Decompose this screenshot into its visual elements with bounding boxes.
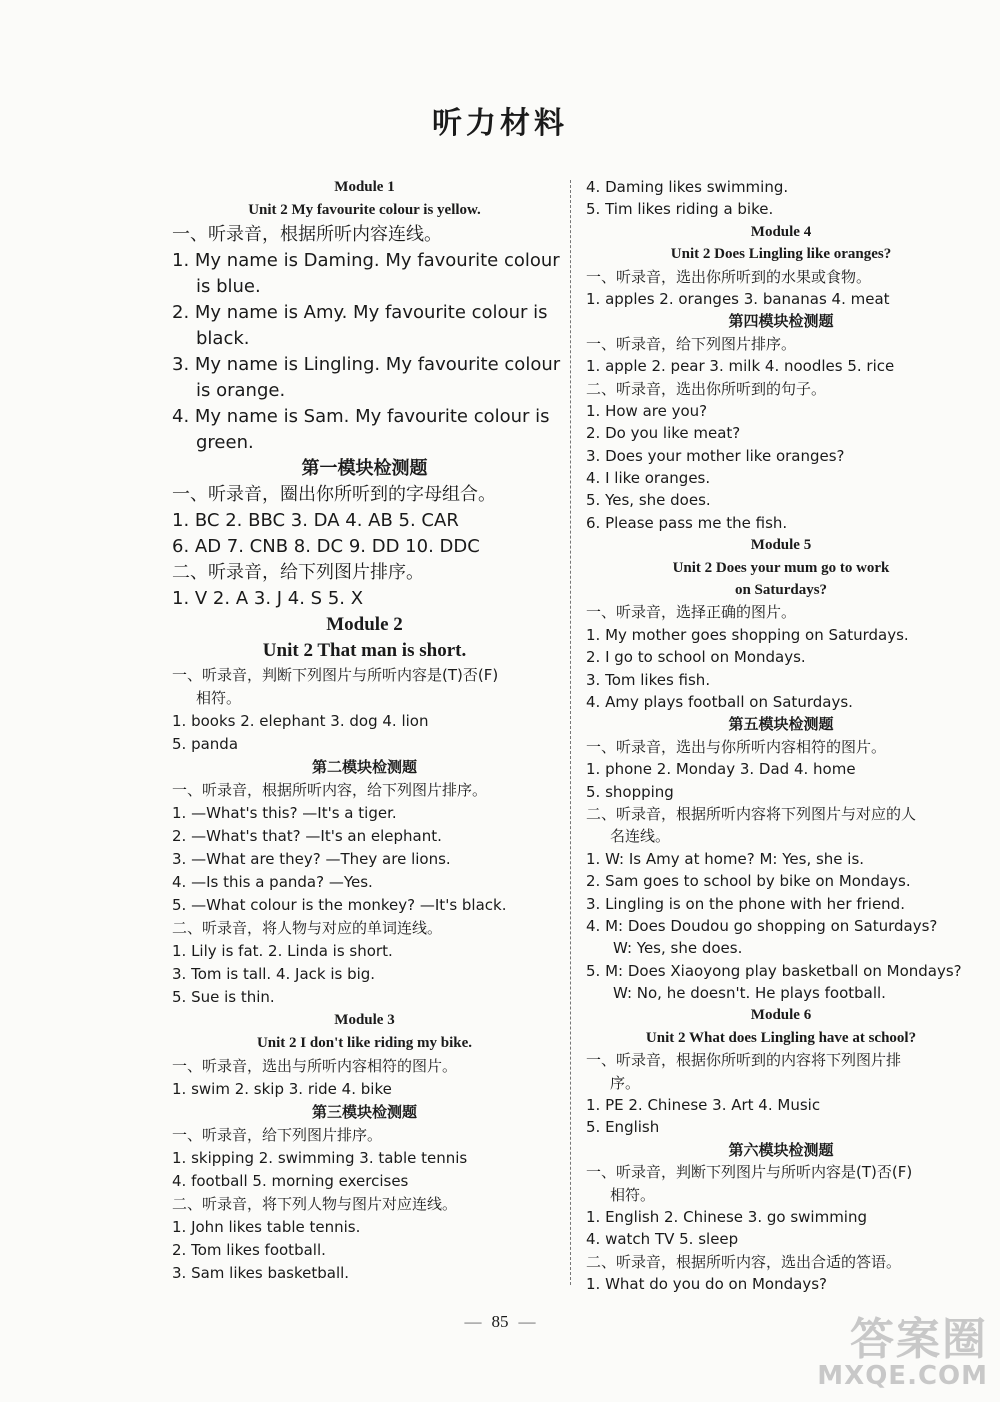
text-line: 4. Amy plays football on Saturdays. [586, 692, 853, 711]
text-line: 1. Lily is fat. 2. Linda is short. [172, 942, 393, 960]
text-line: 5. shopping [586, 782, 674, 801]
text-line: 1. swim 2. skip 3. ride 4. bike [172, 1080, 392, 1098]
text-line: 2. Tom likes football. [172, 1241, 326, 1259]
section-heading: Module 5 [750, 537, 812, 554]
text-line: black. [196, 328, 250, 349]
text-line: 1. English 2. Chinese 3. go swimming [586, 1207, 868, 1226]
left-column [172, 176, 561, 1285]
page-number: — 85 — [464, 1312, 536, 1331]
text-line: 2. I go to school on Mondays. [586, 648, 806, 667]
text-line: 二、听录音，根据所听内容将下列图片与对应的人 [586, 804, 917, 823]
section-heading: Module 6 [750, 1007, 812, 1024]
text-line: 5. —What colour is the monkey? —It's black. [172, 896, 507, 914]
text-line: 3. My name is Lingling. My favourite colour [172, 354, 561, 375]
text-line: 2. Do you like meat? [586, 424, 741, 443]
section-heading: Unit 2 Does your mum go to work [672, 559, 890, 576]
text-line: 3. Does your mother like oranges? [586, 446, 845, 465]
test-heading: 第二模块检测题 [311, 758, 417, 776]
test-heading: 第一模块检测题 [301, 458, 428, 479]
text-line: 二、听录音，根据所听内容，选出合适的答语。 [586, 1252, 902, 1271]
section-heading: Unit 2 My favourite colour is yellow. [248, 202, 481, 218]
section-heading: Module 4 [750, 223, 812, 240]
text-line: 二、听录音，给下列图片排序。 [172, 562, 424, 583]
watermark-text: 答案圈 [850, 1314, 988, 1365]
text-line: 1. BC 2. BBC 3. DA 4. AB 5. CAR [172, 510, 459, 531]
text-line: is blue. [196, 276, 261, 297]
text-line: green. [196, 432, 254, 453]
text-line: 一、听录音，选出与所听内容相符的图片。 [172, 1057, 458, 1075]
page-title: 听力材料 [432, 106, 568, 141]
text-line: 一、听录音，给下列图片排序。 [586, 334, 797, 353]
text-line: 4. My name is Sam. My favourite colour is [172, 406, 550, 427]
section-heading: Unit 2 Does Lingling like oranges? [670, 246, 892, 263]
text-line: 4. I like oranges. [586, 469, 711, 488]
text-line: 3. Lingling is on the phone with her friend. [586, 894, 905, 913]
text-line: 5. Tim likes riding a bike. [586, 200, 774, 219]
text-line: 序。 [610, 1073, 641, 1092]
text-line: 1. PE 2. Chinese 3. Art 4. Music [586, 1096, 821, 1115]
test-heading: 第五模块检测题 [728, 715, 834, 734]
text-line: 5. Yes, she does. [586, 491, 711, 510]
section-heading: Unit 2 What does Lingling have at school? [645, 1029, 917, 1046]
text-line: 6. AD 7. CNB 8. DC 9. DD 10. DDC [172, 536, 480, 557]
text-line: 1. What do you do on Mondays? [586, 1275, 827, 1294]
test-heading: 第四模块检测题 [728, 312, 834, 331]
text-line: W: No, he doesn't. He plays football. [613, 984, 886, 1003]
section-heading: Unit 2 I don't like riding my bike. [256, 1035, 473, 1051]
text-line: 一、听录音，根据你所听到的内容将下列图片排 [586, 1051, 902, 1070]
text-line: 一、听录音，根据所听内容，给下列图片排序。 [172, 781, 488, 799]
text-line: 一、听录音，圈出你所听到的字母组合。 [172, 484, 496, 505]
section-heading: Module 1 [334, 179, 395, 195]
test-heading: 第六模块检测题 [728, 1140, 834, 1159]
text-line: 1. phone 2. Monday 3. Dad 4. home [586, 760, 856, 779]
text-line: 1. W: Is Amy at home? M: Yes, she is. [586, 849, 865, 868]
text-line: 1. V 2. A 3. J 4. S 5. X [172, 588, 364, 609]
text-line: 相符。 [610, 1185, 656, 1204]
text-line: 6. Please pass me the fish. [586, 513, 788, 532]
text-line: 2. My name is Amy. My favourite colour is [172, 302, 548, 323]
text-line: 1. My name is Daming. My favourite colour [172, 250, 560, 271]
text-line: 4. M: Does Doudou go shopping on Saturdays? [586, 916, 938, 935]
text-line: is orange. [196, 380, 286, 401]
section-heading: on Saturdays? [734, 582, 828, 599]
text-line: 2. —What's that? —It's an elephant. [172, 827, 442, 845]
text-line: 5. Sue is thin. [172, 988, 275, 1006]
text-line: W: Yes, she does. [613, 939, 743, 958]
text-line: 1. John likes table tennis. [172, 1218, 361, 1236]
text-line: 名连线。 [610, 827, 671, 846]
watermark-url: MXQE.COM [817, 1361, 988, 1391]
text-line: 一、听录音，选出与你所听内容相符的图片。 [586, 737, 887, 756]
text-line: 1. skipping 2. swimming 3. table tennis [172, 1149, 468, 1167]
text-line: 相符。 [196, 689, 242, 707]
text-line: 2. Sam goes to school by bike on Mondays. [586, 872, 911, 891]
text-line: 一、听录音，判断下列图片与所听内容是(T)否(F) [172, 666, 499, 684]
text-line: 二、听录音，将下列人物与图片对应连线。 [172, 1195, 458, 1213]
test-heading: 第三模块检测题 [311, 1103, 417, 1121]
text-line: 二、听录音，将人物与对应的单词连线。 [172, 919, 443, 937]
text-line: 1. —What's this? —It's a tiger. [172, 804, 397, 822]
text-line: 一、听录音，根据所听内容连线。 [172, 224, 442, 245]
text-line: 1. How are you? [586, 401, 708, 420]
text-line: 3. Tom likes fish. [586, 670, 711, 689]
section-heading: Module 2 [326, 614, 403, 635]
text-line: 二、听录音，选出你所听到的句子。 [586, 379, 827, 398]
text-line: 1. My mother goes shopping on Saturdays. [586, 625, 909, 644]
text-line: 一、听录音，给下列图片排序。 [172, 1126, 383, 1144]
text-line: 一、听录音，选择正确的图片。 [586, 603, 797, 622]
text-line: 5. panda [172, 735, 239, 753]
text-line: 5. English [586, 1118, 660, 1137]
watermark-logo [817, 1314, 988, 1391]
text-line: 1. apple 2. pear 3. milk 4. noodles 5. rice [586, 357, 895, 376]
section-heading: Unit 2 That man is short. [262, 640, 467, 661]
text-line: 3. Sam likes basketball. [172, 1264, 350, 1282]
text-line: 1. books 2. elephant 3. dog 4. lion [172, 712, 429, 730]
right-column [586, 176, 976, 1296]
text-line: 3. Tom is tall. 4. Jack is big. [172, 965, 376, 983]
text-line: 4. Daming likes swimming. [586, 178, 789, 196]
text-line: 4. watch TV 5. sleep [586, 1230, 739, 1249]
text-line: 一、听录音，选出你所听到的水果或食物。 [586, 267, 872, 286]
section-heading: Module 3 [334, 1012, 395, 1028]
page-number-text: 85 [491, 1312, 509, 1331]
text-line: 3. —What are they? —They are lions. [172, 850, 451, 868]
column-divider [570, 180, 571, 1285]
text-line: 5. M: Does Xiaoyong play basketball on Mondays? [586, 961, 962, 980]
text-line: 4. —Is this a panda? —Yes. [172, 873, 373, 891]
text-line: 4. football 5. morning exercises [172, 1172, 409, 1190]
text-line: 1. apples 2. oranges 3. bananas 4. meat [586, 289, 890, 308]
text-line: 一、听录音，判断下列图片与所听内容是(T)否(F) [586, 1163, 913, 1182]
